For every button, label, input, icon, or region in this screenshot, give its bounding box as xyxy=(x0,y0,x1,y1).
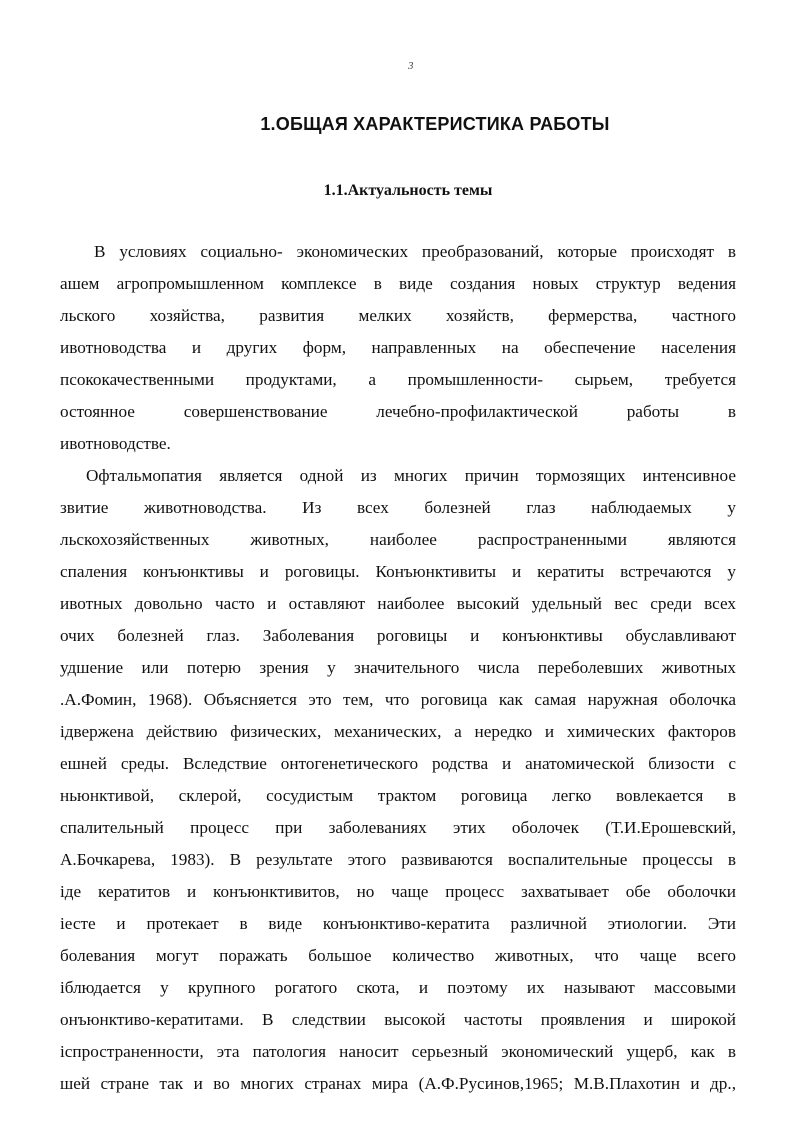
text-line: очих болезней глаз. Заболевания роговицы и конъюнктивы обуславливают xyxy=(60,626,736,645)
text-line: іесте и протекает в виде конъюнктиво-кератита различной этиологии. Эти xyxy=(60,914,736,933)
page-number: 3 xyxy=(408,60,414,72)
text-line: болевания могут поражать большое количество животных, что чаще всего xyxy=(60,946,736,965)
text-line: ивотноводстве. xyxy=(60,434,171,453)
text-line: іблюдается у крупного рогатого скота, и поэтому их называют массовыми xyxy=(60,978,736,997)
text-line: удшение или потерю зрения у значительного числа переболевших животных xyxy=(60,658,736,677)
text-line: звитие животноводства. Из всех болезней глаз наблюдаемых у xyxy=(60,498,736,517)
text-line: спалительный процесс при заболеваниях этих оболочек (Т.И.Ерошевский, xyxy=(60,818,736,837)
text-line: ідвержена действию физических, механических, а нередко и химических факторов xyxy=(60,722,736,741)
text-line: А.Бочкарева, 1983). В результате этого развиваются воспалительные процессы в xyxy=(60,850,736,869)
text-line: онъюнктиво-кератитами. В следствии высокой частоты проявления и широкой xyxy=(60,1010,736,1029)
text-line: спаления конъюнктивы и роговицы. Конъюнктивиты и кератиты встречаются у xyxy=(60,562,736,581)
text-line: шей стране так и во многих странах мира (А.Ф.Русинов,1965; М.В.Плахотин и др., xyxy=(60,1074,736,1093)
text-line: Офтальмопатия является одной из многих причин тормозящих интенсивное xyxy=(86,466,736,485)
chapter-title: 1.ОБЩАЯ ХАРАКТЕРИСТИКА РАБОТЫ xyxy=(260,114,610,134)
text-line: іде кератитов и конъюнктивитов, но чаще процесс захватывает обе оболочки xyxy=(60,882,736,901)
paragraph-2 xyxy=(60,460,736,1100)
text-line: ньюнктивой, склерой, сосудистым трактом роговица легко вовлекается в xyxy=(60,786,736,805)
body-text xyxy=(60,236,736,1100)
text-line: льского хозяйства, развития мелких хозяйств, фермерства, частного xyxy=(60,306,736,325)
text-line: іспространенности, эта патология наносит серьезный экономический ущерб, как в xyxy=(60,1042,736,1061)
text-line: ешней среды. Вследствие онтогенетического родства и анатомической близости с xyxy=(60,754,736,773)
text-line: .А.Фомин, 1968). Объясняется это тем, что роговица как самая наружная оболочка xyxy=(60,690,736,709)
text-line: ивотноводства и других форм, направленных на обеспечение населения xyxy=(60,338,736,357)
text-line: остоянное совершенствование лечебно-профилактической работы в xyxy=(60,402,736,421)
section-title: 1.1.Актуальность темы xyxy=(323,182,493,199)
text-line: В условиях социально- экономических преобразований, которые происходят в xyxy=(94,242,736,261)
paragraph-1 xyxy=(60,236,736,460)
text-line: льскохозяйственных животных, наиболее распространенными являются xyxy=(60,530,736,549)
text-line: ашем агропромышленном комплексе в виде создания новых структур ведения xyxy=(60,274,736,293)
text-line: ивотных довольно часто и оставляют наиболее высокий удельный вес среди всех xyxy=(60,594,736,613)
text-line: псококачественными продуктами, а промышленности- сырьем, требуется xyxy=(60,370,736,389)
